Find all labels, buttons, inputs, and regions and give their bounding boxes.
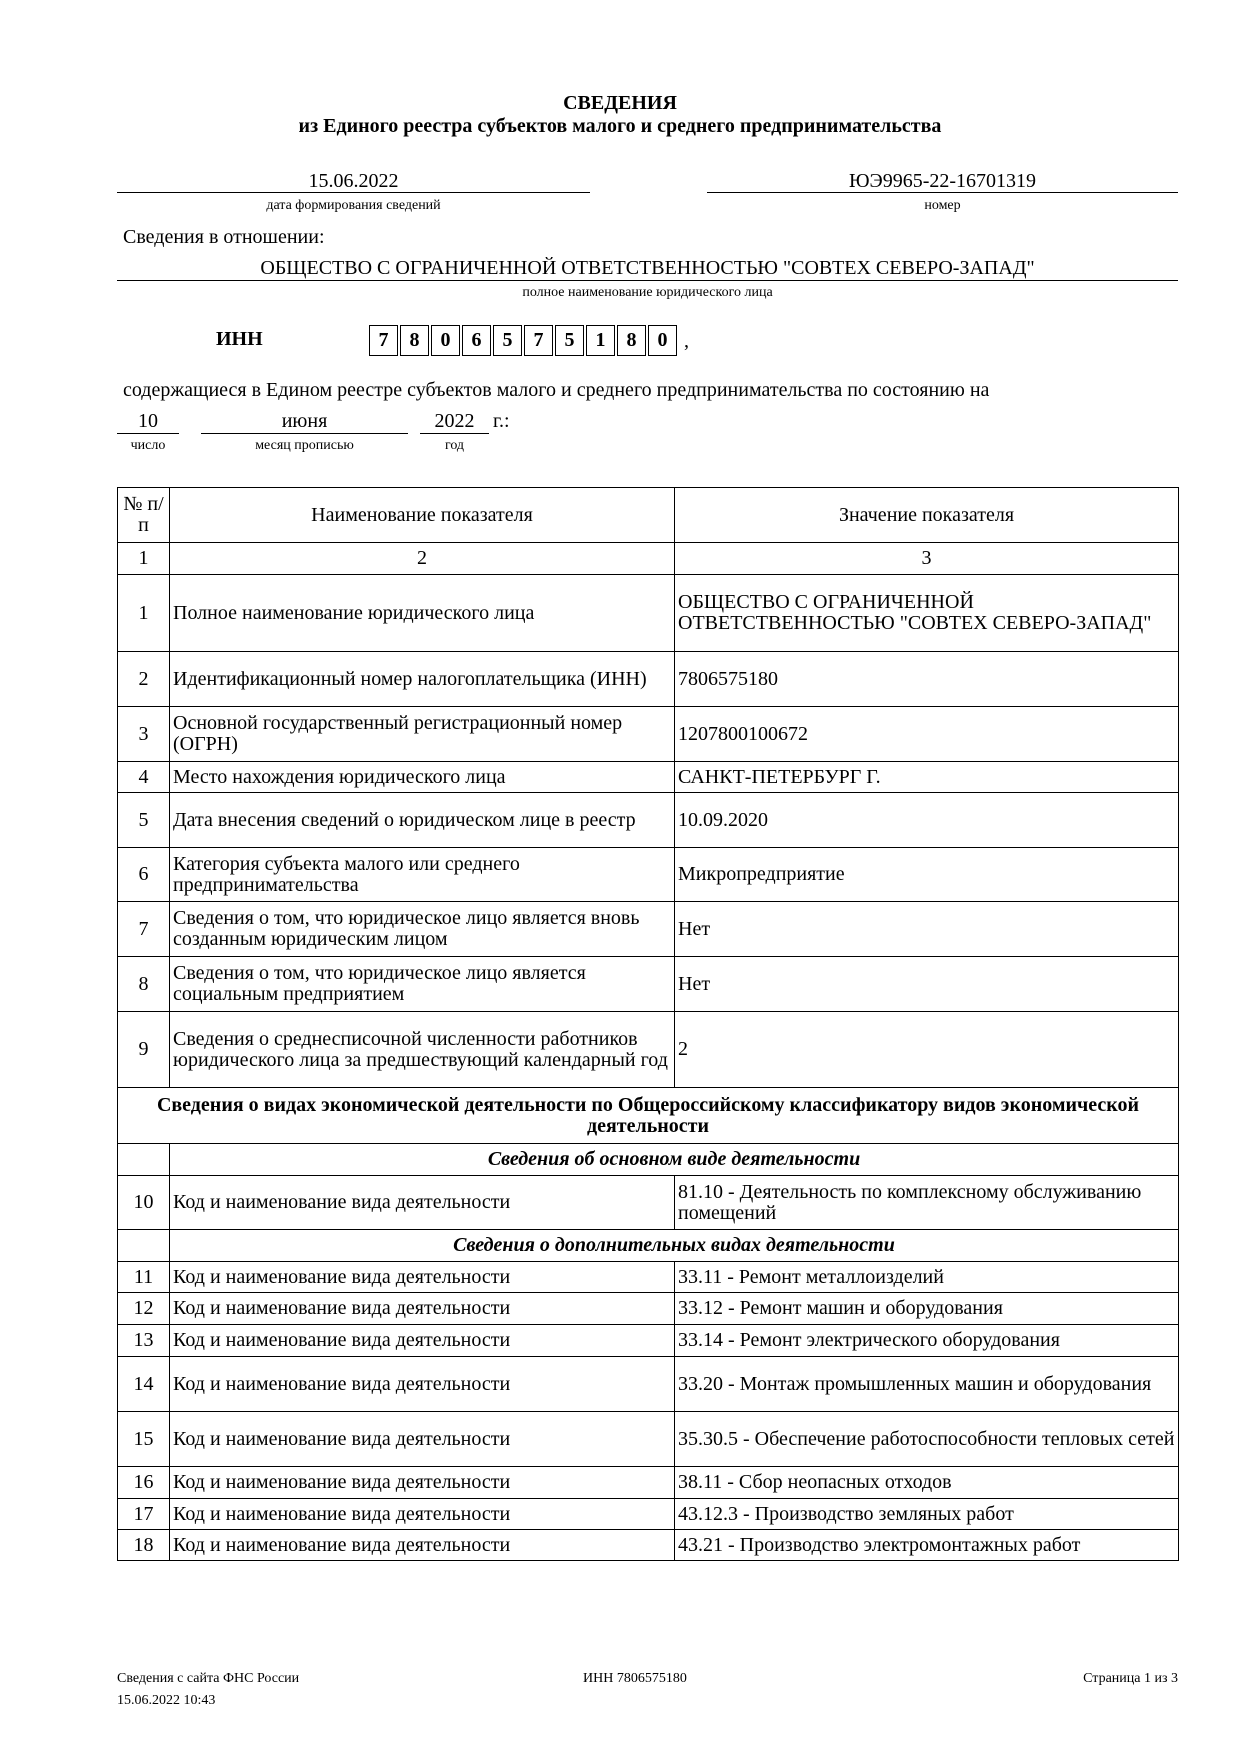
table-row [118, 902, 1179, 957]
row-value: 38.11 - Сбор неопасных отходов [675, 1467, 1179, 1499]
table-row [118, 1325, 1179, 1357]
row-number: 11 [118, 1262, 170, 1293]
number-field: ЮЭ9965-22-16701319 [707, 170, 1178, 193]
table-row [118, 1176, 1179, 1230]
row-indicator: Код и наименование вида деятельности [170, 1262, 675, 1293]
row-indicator: Код и наименование вида деятельности [170, 1357, 675, 1412]
footer-inn: ИНН 7806575180 [583, 1671, 687, 1686]
row-value: 43.21 - Производство электромонтажных работ [675, 1530, 1179, 1561]
row-value: 33.14 - Ремонт электрического оборудования [675, 1325, 1179, 1357]
inn-comma: , [684, 330, 689, 352]
table-row [118, 1412, 1179, 1467]
col-number: 2 [170, 543, 675, 575]
section-row [118, 1230, 1179, 1262]
year-label: год [444, 438, 465, 453]
row-value: САНКТ-ПЕТЕРБУРГ Г. [675, 762, 1179, 793]
table-row [118, 1293, 1179, 1325]
section-title: Сведения о дополнительных видах деятельности [170, 1230, 1179, 1262]
info-table [117, 487, 1179, 1561]
row-number: 10 [118, 1176, 170, 1230]
section-row [118, 1144, 1179, 1176]
date-label: дата формирования сведений [266, 198, 441, 213]
row-indicator: Основной государственный регистрационный номер (ОГРН) [170, 707, 675, 762]
inn-digit-box: 1 [586, 325, 615, 356]
row-indicator: Код и наименование вида деятельности [170, 1530, 675, 1561]
row-number: 18 [118, 1530, 170, 1561]
row-number: 17 [118, 1499, 170, 1530]
section-title: Сведения об основном виде деятельности [170, 1144, 1179, 1176]
table-row [118, 793, 1179, 848]
doc-title: СВЕДЕНИЯ [563, 92, 677, 114]
empty-cell [118, 1230, 170, 1262]
row-value: 1207800100672 [675, 707, 1179, 762]
table-row [118, 1530, 1179, 1561]
row-value: 33.12 - Ремонт машин и оборудования [675, 1293, 1179, 1325]
inn-digit-box: 0 [648, 325, 677, 356]
row-value: Нет [675, 957, 1179, 1012]
section-title: Сведения о видах экономической деятельности по Общероссийскому классификатору видов экономической деятельности [118, 1088, 1179, 1144]
row-indicator: Полное наименование юридического лица [170, 575, 675, 652]
row-value: 43.12.3 - Производство земляных работ [675, 1499, 1179, 1530]
org-name-label: полное наименование юридического лица [522, 285, 773, 300]
inn-digit-box: 6 [462, 325, 491, 356]
table-header-row [118, 488, 1179, 543]
row-number: 8 [118, 957, 170, 1012]
asof-suffix: г.: [493, 410, 510, 432]
row-number: 15 [118, 1412, 170, 1467]
asof-month: июня [201, 410, 408, 434]
row-number: 6 [118, 848, 170, 902]
row-number: 1 [118, 575, 170, 652]
date-field: 15.06.2022 [117, 170, 590, 193]
header-num: № п/п [118, 488, 170, 543]
row-indicator: Код и наименование вида деятельности [170, 1325, 675, 1357]
table-row [118, 1262, 1179, 1293]
row-indicator: Сведения о среднесписочной численности работников юридического лица за предшествующий календарный год [170, 1012, 675, 1088]
row-indicator: Код и наименование вида деятельности [170, 1499, 675, 1530]
inn-digit-box: 8 [400, 325, 429, 356]
row-value: 33.11 - Ремонт металлоизделий [675, 1262, 1179, 1293]
row-number: 3 [118, 707, 170, 762]
footer-timestamp: 15.06.2022 10:43 [117, 1693, 216, 1708]
footer-page: Страница 1 из 3 [1083, 1671, 1178, 1686]
table-row [118, 957, 1179, 1012]
column-numbers-row [118, 543, 1179, 575]
row-number: 9 [118, 1012, 170, 1088]
inn-digit-box: 8 [617, 325, 646, 356]
table-row [118, 1499, 1179, 1530]
inn-label: ИНН [216, 328, 263, 350]
asof-text: содержащиеся в Едином реестре субъектов малого и среднего предпринимательства по состоянию на [123, 379, 990, 401]
row-indicator: Код и наименование вида деятельности [170, 1176, 675, 1230]
row-number: 2 [118, 652, 170, 707]
row-number: 4 [118, 762, 170, 793]
row-indicator: Сведения о том, что юридическое лицо является социальным предприятием [170, 957, 675, 1012]
row-number: 5 [118, 793, 170, 848]
table-row [118, 848, 1179, 902]
table-row [118, 1357, 1179, 1412]
row-value: 10.09.2020 [675, 793, 1179, 848]
row-value: 2 [675, 1012, 1179, 1088]
table-row [118, 1012, 1179, 1088]
header-name: Наименование показателя [170, 488, 675, 543]
row-indicator: Код и наименование вида деятельности [170, 1467, 675, 1499]
day-label: число [130, 438, 166, 453]
row-value: 81.10 - Деятельность по комплексному обслуживанию помещений [675, 1176, 1179, 1230]
row-value: 35.30.5 - Обеспечение работоспособности тепловых сетей [675, 1412, 1179, 1467]
row-indicator: Дата внесения сведений о юридическом лице в реестр [170, 793, 675, 848]
row-indicator: Код и наименование вида деятельности [170, 1293, 675, 1325]
inn-digit-box: 0 [431, 325, 460, 356]
row-number: 12 [118, 1293, 170, 1325]
row-indicator: Категория субъекта малого или среднего предпринимательства [170, 848, 675, 902]
inn-digit-box: 5 [555, 325, 584, 356]
inn-digit-box: 7 [524, 325, 553, 356]
asof-day: 10 [117, 410, 179, 434]
row-indicator: Сведения о том, что юридическое лицо является вновь созданным юридическим лицом [170, 902, 675, 957]
row-value: 7806575180 [675, 652, 1179, 707]
empty-cell [118, 1144, 170, 1176]
number-label: номер [924, 198, 961, 213]
inn-digit-box: 5 [493, 325, 522, 356]
row-indicator: Место нахождения юридического лица [170, 762, 675, 793]
doc-subtitle: из Единого реестра субъектов малого и среднего предпринимательства [298, 115, 942, 137]
row-value: 33.20 - Монтаж промышленных машин и оборудования [675, 1357, 1179, 1412]
row-number: 16 [118, 1467, 170, 1499]
row-number: 7 [118, 902, 170, 957]
subject-intro: Сведения в отношении: [123, 226, 325, 248]
row-indicator: Идентификационный номер налогоплательщика (ИНН) [170, 652, 675, 707]
table-row [118, 707, 1179, 762]
month-label: месяц прописью [255, 438, 354, 453]
row-value: ОБЩЕСТВО С ОГРАНИЧЕННОЙ ОТВЕТСТВЕННОСТЬЮ "СОВТЕХ СЕВЕРО-ЗАПАД" [675, 575, 1179, 652]
row-indicator: Код и наименование вида деятельности [170, 1412, 675, 1467]
table-row [118, 1467, 1179, 1499]
table-row [118, 575, 1179, 652]
col-number: 1 [118, 543, 170, 575]
table-row [118, 762, 1179, 793]
row-value: Микропредприятие [675, 848, 1179, 902]
footer-source: Сведения с сайта ФНС России [117, 1671, 300, 1686]
section-row [118, 1088, 1179, 1144]
inn-digit-box: 7 [369, 325, 398, 356]
table-row [118, 652, 1179, 707]
org-name: ОБЩЕСТВО С ОГРАНИЧЕННОЙ ОТВЕТСТВЕННОСТЬЮ "СОВТЕХ СЕВЕРО-ЗАПАД" [117, 257, 1178, 281]
header-value: Значение показателя [675, 488, 1179, 543]
col-number: 3 [675, 543, 1179, 575]
row-value: Нет [675, 902, 1179, 957]
row-number: 14 [118, 1357, 170, 1412]
asof-year: 2022 [420, 410, 489, 434]
row-number: 13 [118, 1325, 170, 1357]
